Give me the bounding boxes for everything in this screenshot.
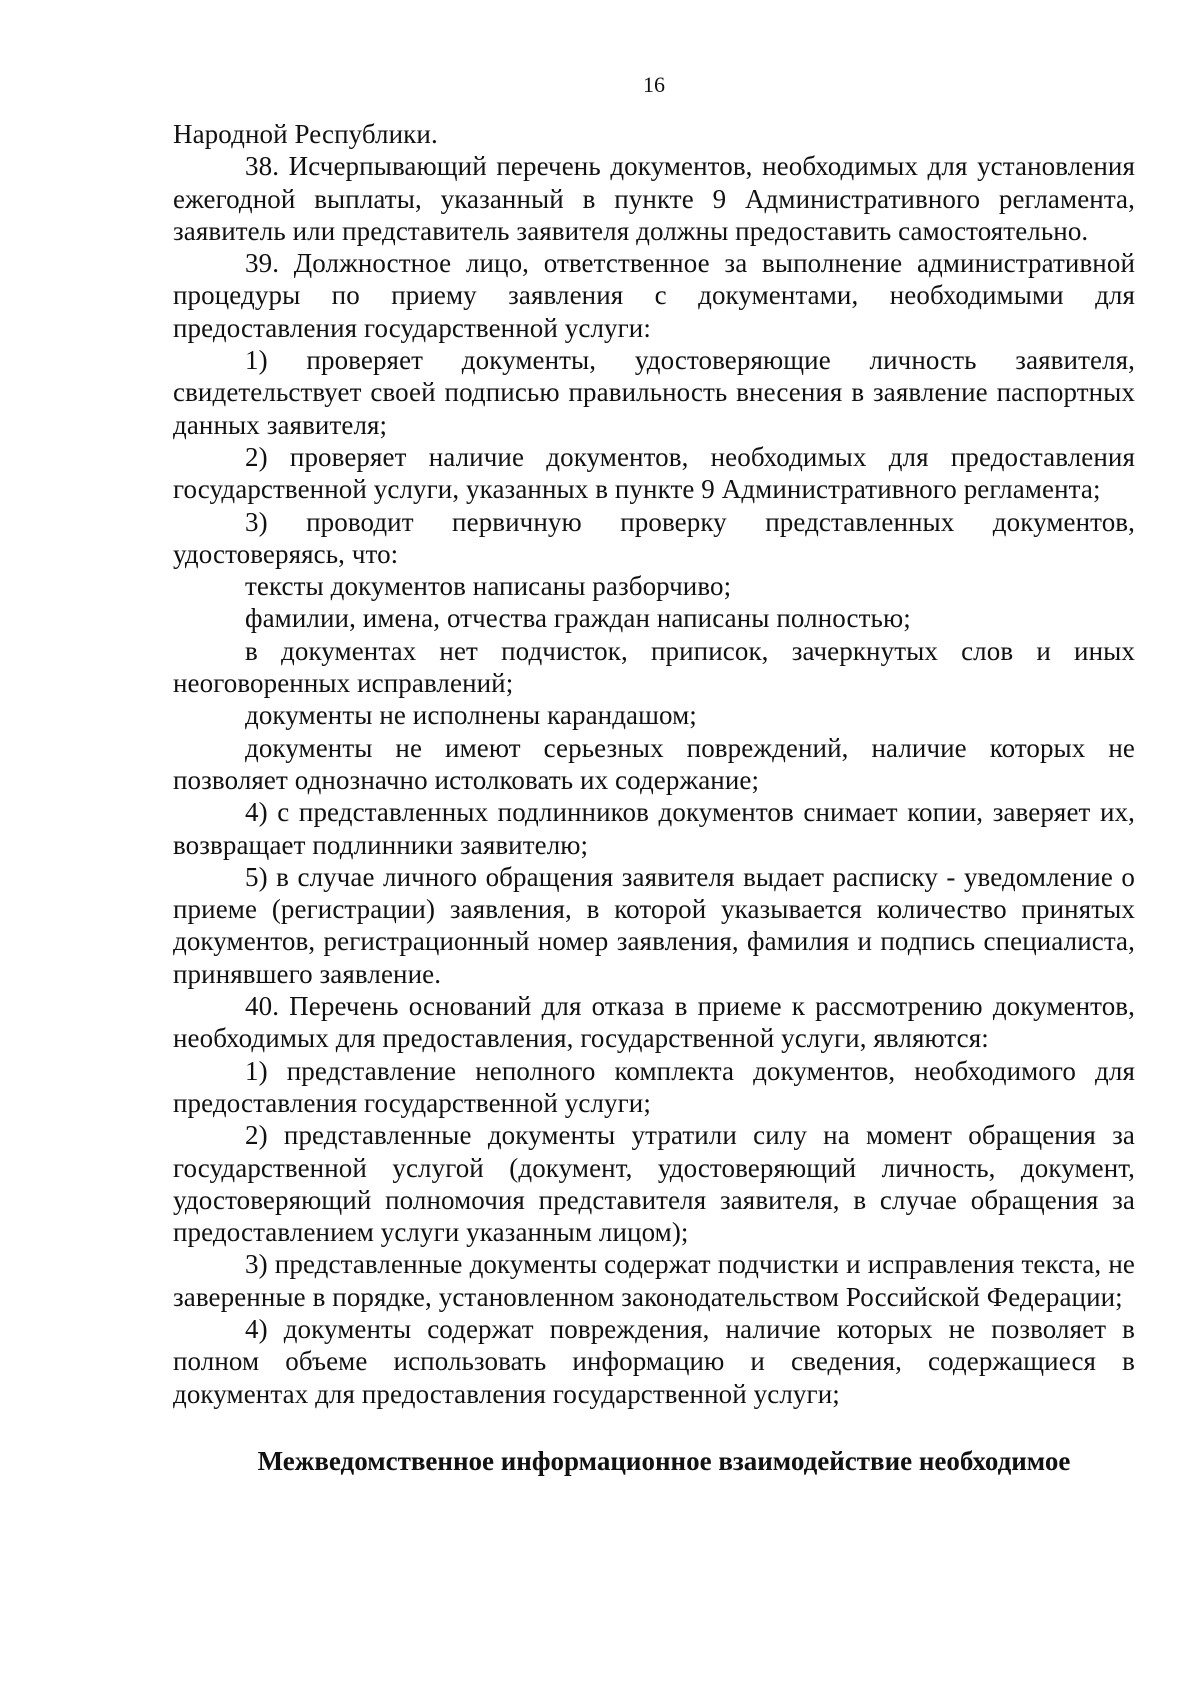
- paragraph-40-sub-4: 4) документы содержат повреждения, наличие которых не позволяет в полном объеме использовать информацию и сведения, содержащиеся в документах для предоставления государственной услуги;: [173, 1313, 1135, 1409]
- section-heading: Межведомственное информационное взаимодействие необходимое: [257, 1445, 1071, 1476]
- paragraph-39-sub-4: 4) с представленных подлинников документов снимает копии, заверяет их, возвращает подлинники заявителю;: [173, 797, 1135, 860]
- paragraph-40-sub-2: 2) представленные документы утратили силу на момент обращения за государственной услугой (документ, удостоверяющий личность, документ, удостоверяющий полномочия представителя заявителя, в случае обращения за предоставлением услуги указанным лицом);: [173, 1120, 1135, 1248]
- paragraph-39-sub-3: 3) проводит первичную проверку представленных документов, удостоверяясь, что:: [173, 506, 1135, 569]
- paragraph-39-sub-5: 5) в случае личного обращения заявителя выдает расписку - уведомление о приеме (регистрации) заявления, в которой указывается количество принятых документов, регистрационный номер заявления, фамилия и подпись специалиста, принявшего заявление.: [173, 861, 1135, 989]
- paragraph-check-names: фамилии, имена, отчества граждан написаны полностью;: [245, 603, 911, 634]
- paragraph-item-40: 40. Перечень оснований для отказа в приеме к рассмотрению документов, необходимых для предоставления, государственной услуги, являются:: [173, 991, 1135, 1054]
- paragraph-39-sub-2: 2) проверяет наличие документов, необходимых для предоставления государственной услуги, указанных в пункте 9 Административного регламента;: [173, 441, 1135, 505]
- paragraph-check-damage: документы не имеют серьезных повреждений, наличие которых не позволяет однозначно истолковать их содержание;: [173, 732, 1135, 795]
- paragraph-check-legible: тексты документов написаны разборчиво;: [245, 571, 732, 602]
- paragraph-item-39: 39. Должностное лицо, ответственное за выполнение административной процедуры по приему заявления с документами, необходимыми для предоставления государственной услуги:: [173, 248, 1135, 343]
- paragraph-continuation: Народной Республики.: [173, 119, 438, 149]
- paragraph-item-38: 38. Исчерпывающий перечень документов, необходимых для установления ежегодной выплаты, указанный в пункте 9 Административного регламента, заявитель или представитель заявителя должны предоставить самостоятельно.: [173, 151, 1135, 246]
- paragraph-40-sub-3: 3) представленные документы содержат подчистки и исправления текста, не заверенные в порядке, установленном законодательством Российской Федерации;: [173, 1249, 1135, 1312]
- paragraph-39-sub-1: 1) проверяет документы, удостоверяющие личность заявителя, свидетельствует своей подписью правильность внесения в заявление паспортных данных заявителя;: [173, 345, 1135, 440]
- page-number: 16: [643, 72, 665, 97]
- paragraph-check-pencil: документы не исполнены карандашом;: [245, 700, 697, 731]
- paragraph-40-sub-1: 1) представление неполного комплекта документов, необходимого для предоставления государственной услуги;: [173, 1055, 1135, 1118]
- paragraph-check-corrections: в документах нет подчисток, приписок, зачеркнутых слов и иных неоговоренных исправлений;: [173, 635, 1135, 699]
